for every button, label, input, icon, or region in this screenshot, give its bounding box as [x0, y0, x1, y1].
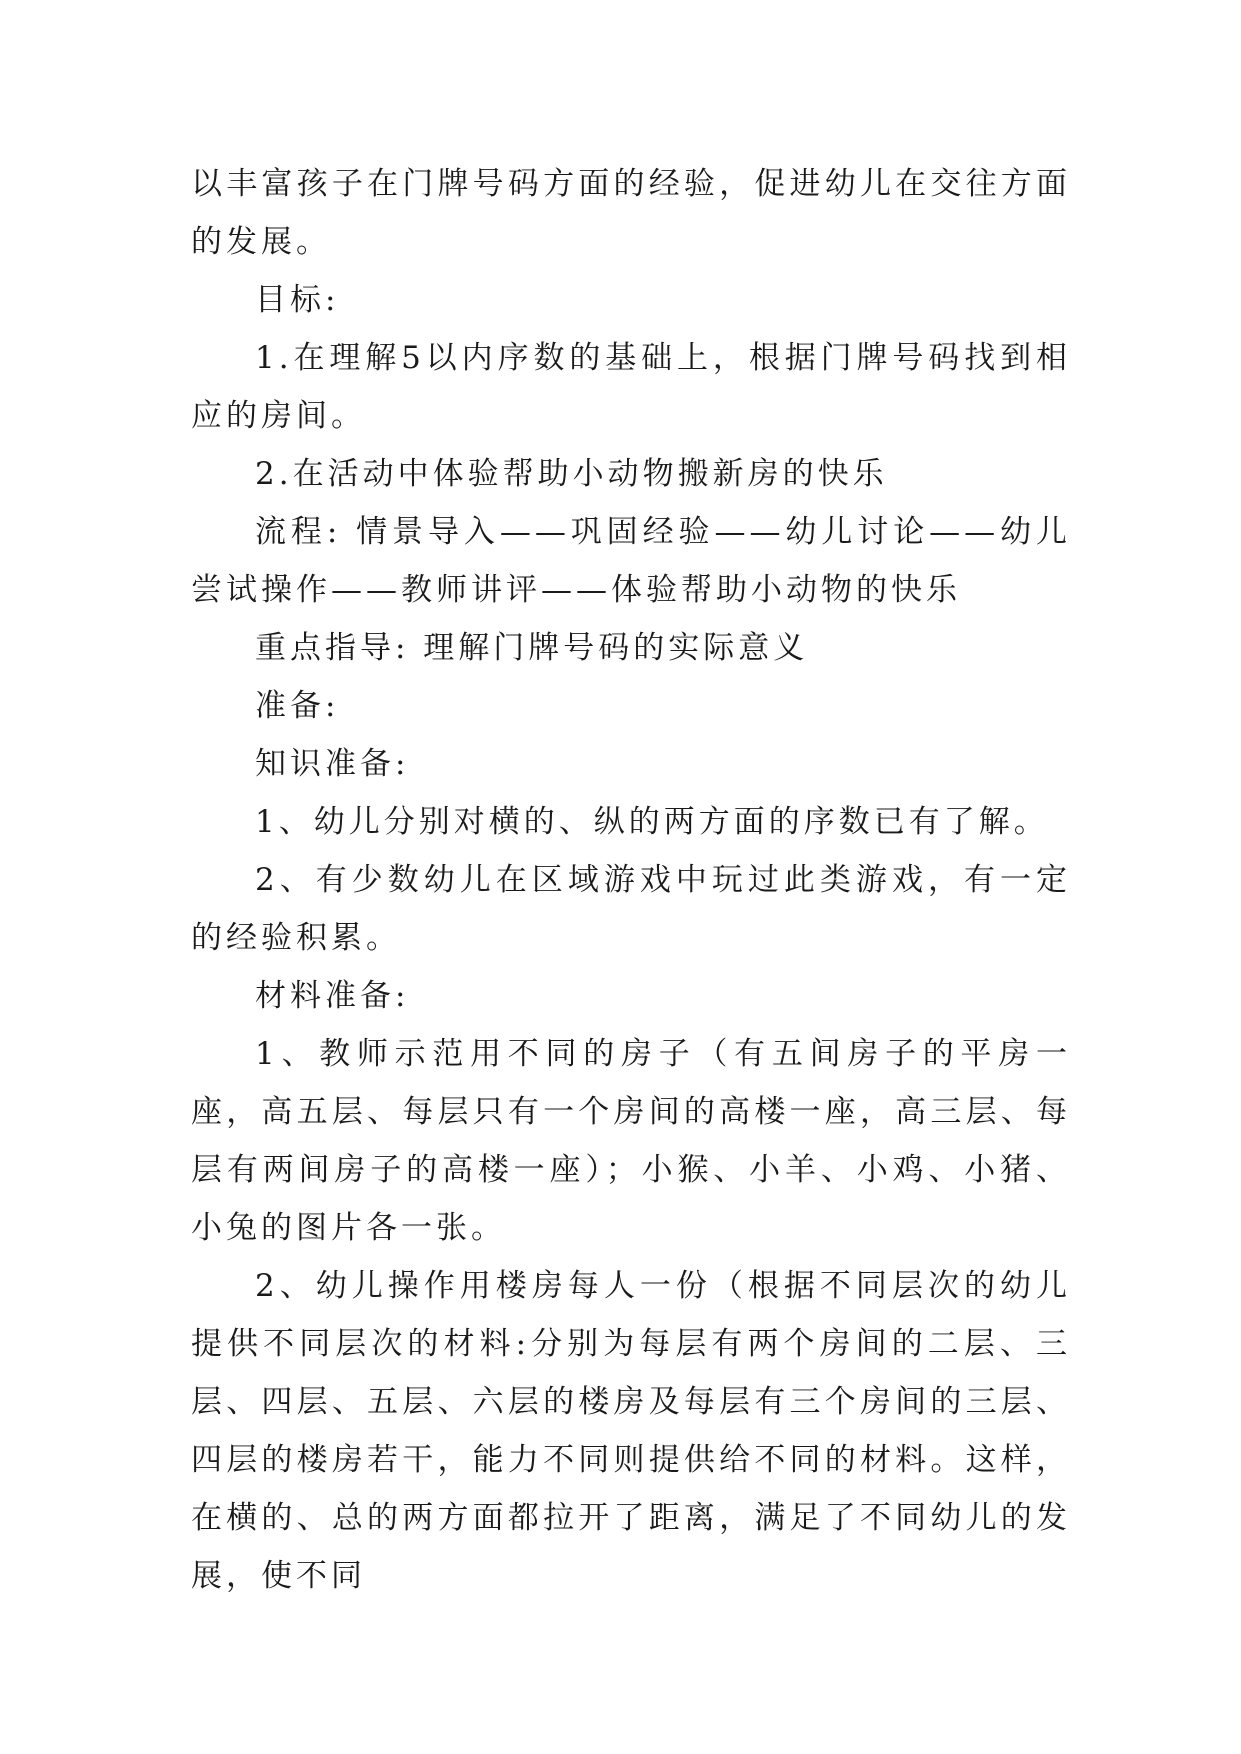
paragraph-material-item-2: 2、幼儿操作用楼房每人一份（根据不同层次的幼儿提供不同层次的材料:分别为每层有两个房间的二层、三层、四层、五层、六层的楼房及每层有三个房间的三层、四层的楼房若干，能力不同则提供给不同的材料。这样，在横的、总的两方面都拉开了距离，满足了不同幼儿的发展，使不同 [191, 1268, 1071, 1594]
paragraph-material-preparation: 材料准备: [255, 978, 410, 1014]
paragraph-goal-1: 1.在理解5以内序数的基础上，根据门牌号码找到相应的房间。 [191, 340, 1071, 434]
paragraph-knowledge-preparation: 知识准备: [255, 746, 410, 782]
paragraph-key-guidance: 重点指导: 理解门牌号码的实际意义 [255, 630, 809, 666]
paragraph-process: 流程: 情景导入——巩固经验——幼儿讨论——幼儿尝试操作——教师讲评——体验帮助小动物的快乐 [191, 514, 1071, 608]
paragraph-preparation-heading: 准备: [255, 688, 340, 724]
paragraph-material-item-1: 1、教师示范用不同的房子（有五间房子的平房一座，高五层、每层只有一个房间的高楼一座，高三层、每层有两间房子的高楼一座）；小猴、小羊、小鸡、小猪、小兔的图片各一张。 [191, 1036, 1071, 1246]
paragraph-knowledge-item-2: 2、有少数幼儿在区域游戏中玩过此类游戏，有一定的经验积累。 [191, 862, 1071, 956]
paragraph-intro-continuation: 以丰富孩子在门牌号码方面的经验，促进幼儿在交往方面的发展。 [191, 166, 1071, 260]
paragraph-goals-heading: 目标: [255, 282, 340, 318]
document-body [191, 155, 1071, 1605]
paragraph-knowledge-item-1: 1、幼儿分别对横的、纵的两方面的序数已有了解。 [255, 804, 1049, 840]
paragraph-goal-2: 2.在活动中体验帮助小动物搬新房的快乐 [255, 456, 888, 492]
